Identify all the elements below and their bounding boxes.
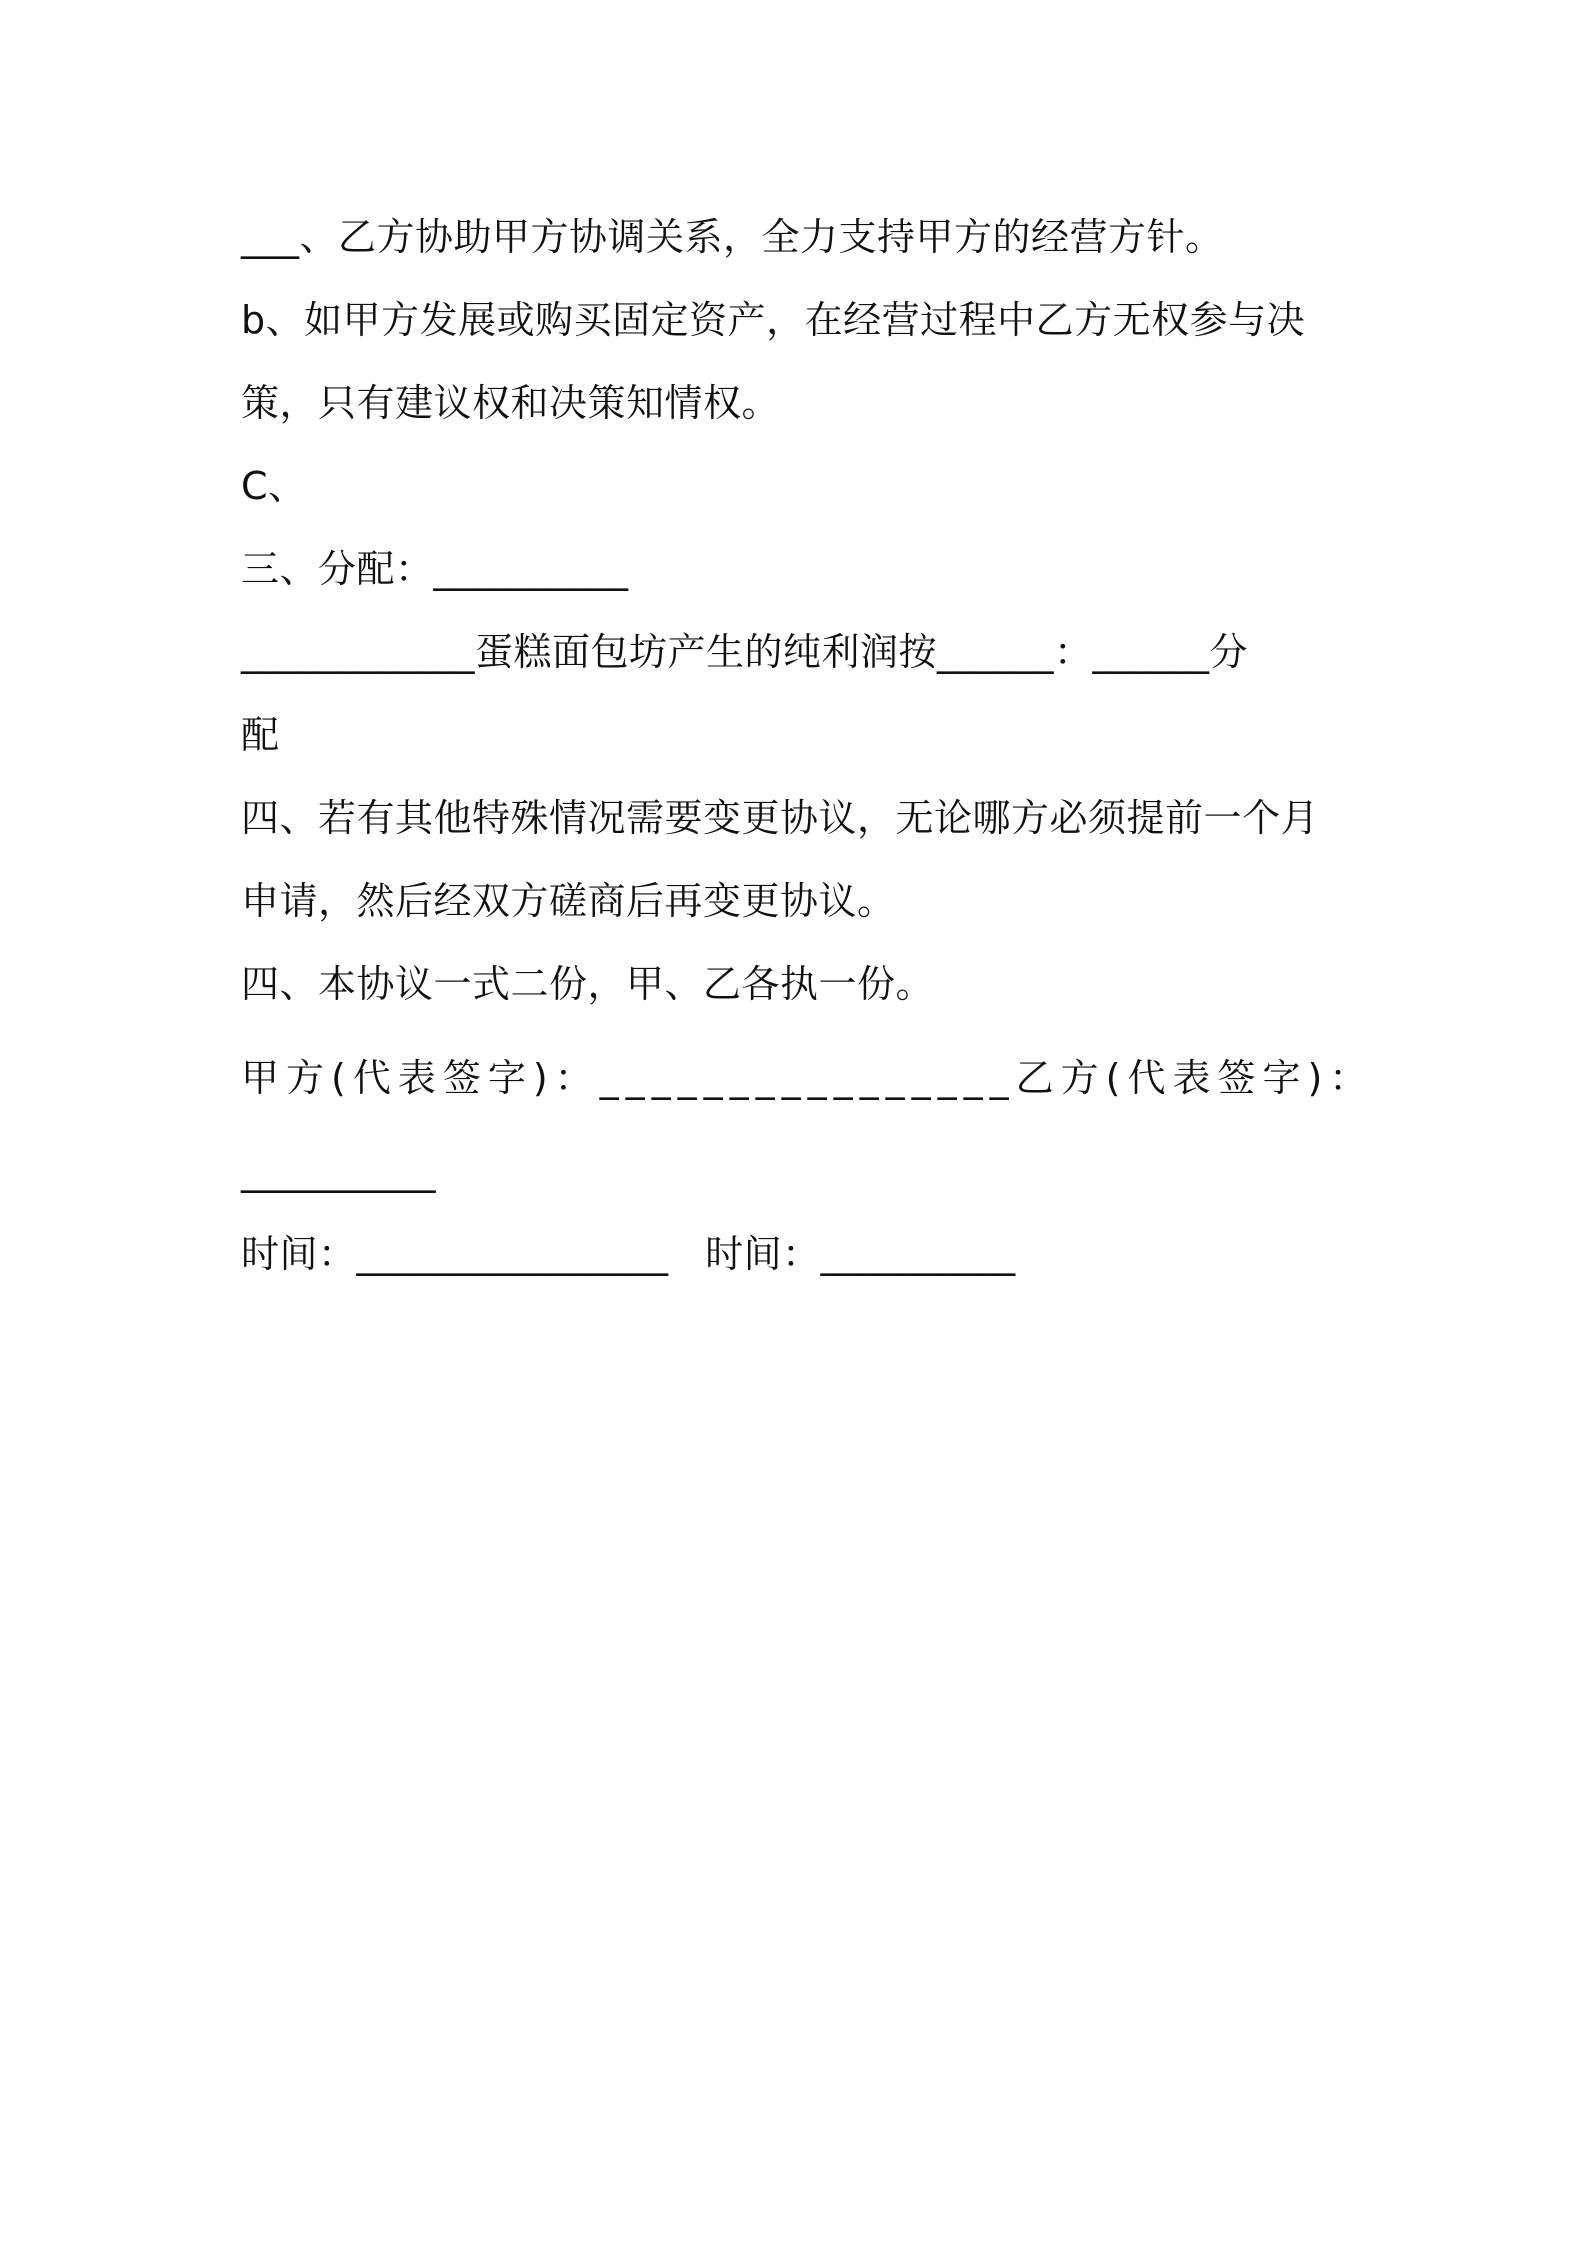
party-a-signature: 甲方(代表签字)：________________	[241, 1056, 1016, 1100]
profit-split-line-1: ____________蛋糕面包坊产生的纯利润按______：______分	[241, 630, 1249, 674]
profit-split-line-2: 配	[241, 713, 280, 757]
section-three-heading: 三、分配：__________	[241, 547, 629, 591]
clause-a-line: ___、乙方协助甲方协调关系，全力支持甲方的经营方针。	[241, 215, 1224, 259]
document-body	[241, 196, 1375, 1296]
time-row	[241, 1213, 1351, 1296]
party-b-signature-blank: __________	[241, 1149, 436, 1193]
party-b-signature: 乙方(代表签字)：	[1015, 1056, 1375, 1100]
party-a-time: 时间：________________	[241, 1232, 669, 1276]
copies-clause: 四、本协议一式二份，甲、乙各执一份。	[241, 962, 935, 1006]
clause-c-line: C、	[241, 464, 307, 508]
section-four-line-1: 四、若有其他特殊情况需要变更协议，无论哪方必须提前一个月	[241, 796, 1320, 840]
party-b-time: 时间：__________	[705, 1232, 1016, 1276]
section-four-line-2: 申请，然后经双方磋商后再变更协议。	[241, 879, 896, 923]
clause-b-line-2: 策，只有建议权和决策知情权。	[241, 381, 781, 425]
signature-row	[241, 1026, 1375, 1130]
clause-b-line-1: b、如甲方发展或购买固定资产，在经营过程中乙方无权参与决	[241, 298, 1306, 342]
